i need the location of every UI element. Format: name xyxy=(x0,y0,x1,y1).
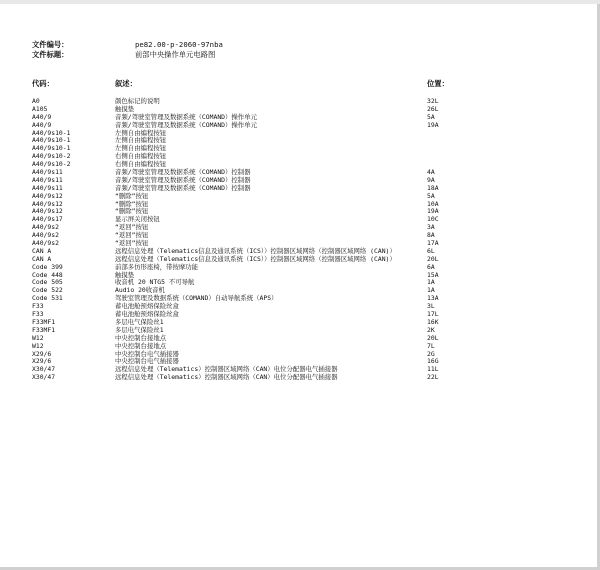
row-code: W12 xyxy=(32,341,44,350)
file-number-value: pe82.00-p-2060-97nba xyxy=(135,40,223,49)
row-description: “返回”按钮 xyxy=(115,223,149,232)
row-code: A105 xyxy=(32,104,48,113)
row-description: 触摸垫 xyxy=(115,270,135,279)
row-code: A40/9s10-1 xyxy=(32,136,71,145)
row-position: 16G xyxy=(427,357,439,366)
row-position: 5A xyxy=(427,112,435,121)
row-description: 右侧自由编程按钮 xyxy=(115,160,167,169)
table-row xyxy=(32,130,562,138)
row-description: 远程信息处理（Telematics信息及通讯系统（ICS））控制器区域网络（控制器区域网络 (CAN)） xyxy=(115,254,396,263)
table-row xyxy=(32,98,562,106)
row-description: 驾驶室管理及数据系统（COMAND）自动导航系统（APS） xyxy=(115,294,278,303)
row-description: 多层电气保险丝1 xyxy=(115,317,164,326)
table-row xyxy=(32,335,562,343)
row-description: “删除”按钮 xyxy=(115,191,149,200)
table-body xyxy=(32,98,562,382)
row-description: 音频/驾驶室管理及数据系统（COMAND）控制器 xyxy=(115,175,251,184)
row-position: 26L xyxy=(427,104,439,113)
row-position: 15A xyxy=(427,270,439,279)
row-description: “返回”按钮 xyxy=(115,231,149,240)
table-row xyxy=(32,145,562,153)
row-code: A40/9 xyxy=(32,112,52,121)
table-row xyxy=(32,264,562,272)
row-code: X30/47 xyxy=(32,373,56,382)
row-position: 18A xyxy=(427,183,439,192)
row-code: A40/9s2 xyxy=(32,239,59,248)
table-row xyxy=(32,106,562,114)
row-description: 左侧自由编程按钮 xyxy=(115,144,167,153)
row-description: 左侧自由编程按钮 xyxy=(115,136,167,145)
row-code: F33MF1 xyxy=(32,317,56,326)
row-code: A40/9s11 xyxy=(32,175,63,184)
table-row xyxy=(32,153,562,161)
row-description: “返回”按钮 xyxy=(115,239,149,248)
row-code: Code 399 xyxy=(32,262,63,271)
row-code: A40/9s2 xyxy=(32,231,59,240)
row-position: 10A xyxy=(427,199,439,208)
row-description: 音频/驾驶室管理及数据系统（COMAND）操作单元 xyxy=(115,112,257,121)
table-row xyxy=(32,319,562,327)
table-row xyxy=(32,303,562,311)
row-code: F33MF1 xyxy=(32,325,56,334)
row-position: 17L xyxy=(427,310,439,319)
table-row xyxy=(32,311,562,319)
row-position: 17A xyxy=(427,239,439,248)
document-meta xyxy=(32,40,223,60)
row-code: A0 xyxy=(32,97,40,105)
row-description: 蓄电池舱预熔保险丝盒 xyxy=(115,302,179,311)
row-position: 3A xyxy=(427,223,435,232)
table-row xyxy=(32,216,562,224)
row-code: CAN A xyxy=(32,246,52,255)
column-code-header: 代码： xyxy=(32,79,54,88)
row-code: A40/9s17 xyxy=(32,215,63,224)
table-row xyxy=(32,351,562,359)
row-code: A40/9s10-1 xyxy=(32,144,71,153)
file-number-row xyxy=(32,40,223,50)
file-title-label: 文件标题： xyxy=(32,50,69,59)
row-description: 中央控制台电气插接器 xyxy=(115,357,179,366)
row-code: Code 531 xyxy=(32,294,63,303)
row-code: CAN A xyxy=(32,254,52,263)
row-position: 2G xyxy=(427,349,435,358)
table-row xyxy=(32,169,562,177)
table-row xyxy=(32,201,562,209)
table-row xyxy=(32,185,562,193)
row-position: 6L xyxy=(427,246,435,255)
row-code: A40/9s12 xyxy=(32,199,63,208)
row-description: 远程信息处理（Telematics）控制器区域网络（CAN）电位分配器电气插接器 xyxy=(115,373,338,382)
table-row xyxy=(32,272,562,280)
row-description: 远程信息处理（Telematics）控制器区域网络（CAN）电位分配器电气插接器 xyxy=(115,365,338,374)
row-description: 音频/驾驶室管理及数据系统（COMAND）控制器 xyxy=(115,183,251,192)
row-description: 远程信息处理（Telematics信息及通讯系统（ICS））控制器区域网络（控制器区域网络 (CAN)） xyxy=(115,246,396,255)
row-description: 音频/驾驶室管理及数据系统（COMAND）操作单元 xyxy=(115,120,257,129)
file-title-row xyxy=(32,50,223,60)
row-code: Code 505 xyxy=(32,278,63,287)
row-code: W12 xyxy=(32,333,44,342)
row-description: 中央控制台电气插接器 xyxy=(115,349,179,358)
row-position: 5A xyxy=(427,191,435,200)
row-position: 1A xyxy=(427,286,435,295)
row-description: 音频/驾驶室管理及数据系统（COMAND）控制器 xyxy=(115,168,251,177)
row-code: A40/9s12 xyxy=(32,191,63,200)
table-row xyxy=(32,374,562,382)
row-position: 19A xyxy=(427,120,439,129)
row-code: A40/9s11 xyxy=(32,183,63,192)
row-code: A40/9s10-2 xyxy=(32,152,71,161)
row-position: 1A xyxy=(427,278,435,287)
row-position: 11L xyxy=(427,365,439,374)
row-description: “删除”按钮 xyxy=(115,199,149,208)
table-row xyxy=(32,224,562,232)
row-code: A40/9s11 xyxy=(32,168,63,177)
row-code: Code 522 xyxy=(32,286,63,295)
row-position: 4A xyxy=(427,168,435,177)
row-position: 32L xyxy=(427,97,439,105)
row-code: F33 xyxy=(32,310,44,319)
row-position: 19A xyxy=(427,207,439,216)
row-position: 3L xyxy=(427,302,435,311)
row-code: X29/6 xyxy=(32,357,52,366)
row-description: 中央控制台接地点 xyxy=(115,341,167,350)
page-top-edge xyxy=(0,0,600,4)
table-row xyxy=(32,193,562,201)
row-code: X29/6 xyxy=(32,349,52,358)
row-description: 触摸垫 xyxy=(115,104,135,113)
row-code: Code 448 xyxy=(32,270,63,279)
row-code: F33 xyxy=(32,302,44,311)
file-number-label: 文件编号： xyxy=(32,40,69,49)
row-description: 左侧自由编程按钮 xyxy=(115,128,167,137)
row-position: 20L xyxy=(427,254,439,263)
row-position: 8A xyxy=(427,231,435,240)
table-row xyxy=(32,177,562,185)
table-row xyxy=(32,232,562,240)
table-row xyxy=(32,137,562,145)
row-description: 显示屏关闭按钮 xyxy=(115,215,160,224)
row-description: Audio 20收音机 xyxy=(115,286,165,295)
row-position: 9A xyxy=(427,175,435,184)
row-position: 10C xyxy=(427,215,439,224)
row-code: A40/9 xyxy=(32,120,52,129)
row-position: 20L xyxy=(427,333,439,342)
table-row xyxy=(32,122,562,130)
table-row xyxy=(32,256,562,264)
row-description: 颜色标记的说明 xyxy=(115,97,160,105)
table-row xyxy=(32,279,562,287)
row-position: 6A xyxy=(427,262,435,271)
table-row xyxy=(32,327,562,335)
row-description: “删除”按钮 xyxy=(115,207,149,216)
table-row xyxy=(32,161,562,169)
row-code: A40/9s2 xyxy=(32,223,59,232)
row-position: 2K xyxy=(427,325,435,334)
row-position: 16K xyxy=(427,317,439,326)
row-description: 右侧自由编程按钮 xyxy=(115,152,167,161)
row-description: 中央控制台接地点 xyxy=(115,333,167,342)
row-position: 13A xyxy=(427,294,439,303)
row-code: A40/9s10-1 xyxy=(32,128,71,137)
row-code: X30/47 xyxy=(32,365,56,374)
row-description: 蓄电池舱预熔保险丝盒 xyxy=(115,310,179,319)
column-description-header: 叙述： xyxy=(115,79,137,88)
table-row xyxy=(32,114,562,122)
row-position: 7L xyxy=(427,341,435,350)
row-description: 多层电气保险丝1 xyxy=(115,325,164,334)
table-row xyxy=(32,287,562,295)
row-description: 收音机 20 NTG5 不可导航 xyxy=(115,278,195,287)
row-code: A40/9s12 xyxy=(32,207,63,216)
column-position-header: 位置： xyxy=(427,79,449,88)
row-description: 前部多仿形座椅，带按摩功能 xyxy=(115,262,199,271)
row-position: 22L xyxy=(427,373,439,382)
table-row xyxy=(32,343,562,351)
row-code: A40/9s10-2 xyxy=(32,160,71,169)
file-title-value: 前部中央操作单元电路图 xyxy=(135,50,216,59)
table-row xyxy=(32,295,562,303)
table-row xyxy=(32,208,562,216)
